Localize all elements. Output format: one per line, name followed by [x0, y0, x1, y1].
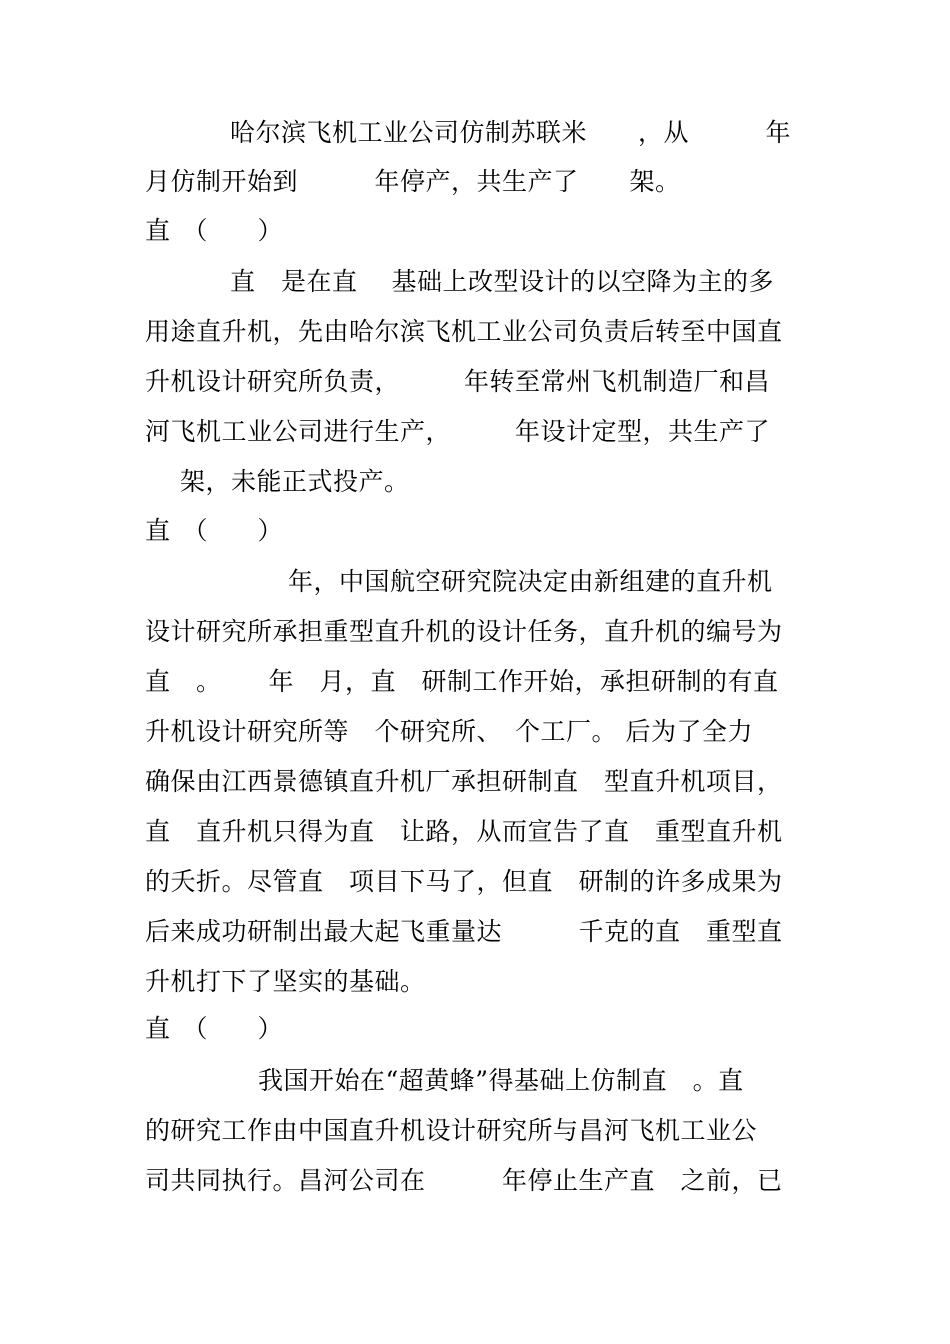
paragraph-3-line-8: 后来成功研制出最大起飞重量达 千克的直 重型直: [145, 917, 783, 946]
paragraph-3-line-1: 年，中国航空研究院决定由新组建的直升机: [288, 567, 773, 596]
section-heading-3: 直 （ ）: [145, 516, 283, 545]
paragraph-3-line-4: 升机设计研究所等 个研究所、 个工厂。 后为了全力: [145, 717, 753, 746]
section-heading-4: 直 （ ）: [145, 1014, 283, 1043]
paragraph-4-line-1: 我国开始在“超黄蜂”得基础上仿制直 。直: [258, 1066, 744, 1095]
paragraph-2-line-3: 升机设计研究所负责， 年转至常州飞机制造厂和昌: [145, 367, 771, 396]
paragraph-2-line-5: 架，未能正式投产。: [180, 467, 410, 496]
paragraph-2-line-1: 直 是在直 基础上改型设计的以空降为主的多: [230, 267, 774, 296]
paragraph-3-line-7: 的夭折。尽管直 项目下马了，但直 研制的许多成果为: [145, 867, 783, 896]
paragraph-2-line-2: 用途直升机，先由哈尔滨飞机工业公司负责后转至中国直: [145, 317, 783, 346]
paragraph-3-line-5: 确保由江西景德镇直升机厂承担研制直 型直升机项目，: [145, 767, 783, 796]
paragraph-2-line-4: 河飞机工业公司进行生产， 年设计定型，共生产了: [145, 417, 771, 446]
paragraph-1-line-1: 哈尔滨飞机工业公司仿制苏联米 ，从 年: [230, 118, 792, 147]
paragraph-4-line-3: 司共同执行。昌河公司在 年停止生产直 之前，已: [145, 1166, 783, 1195]
paragraph-3-line-2: 设计研究所承担重型直升机的设计任务，直升机的编号为: [145, 617, 783, 646]
section-heading-2: 直 （ ）: [145, 216, 283, 245]
paragraph-4-line-2: 的研究工作由中国直升机设计研究所与昌河飞机工业公: [145, 1116, 758, 1145]
paragraph-1-line-2: 月仿制开始到 年停产，共生产了 架。: [145, 167, 681, 196]
paragraph-3-line-3: 直 。 年 月，直 研制工作开始，承担研制的有直: [145, 667, 779, 696]
paragraph-3-line-6: 直 直升机只得为直 让路，从而宣告了直 重型直升机: [145, 817, 783, 846]
paragraph-3-line-9: 升机打下了坚实的基础。: [145, 967, 426, 996]
